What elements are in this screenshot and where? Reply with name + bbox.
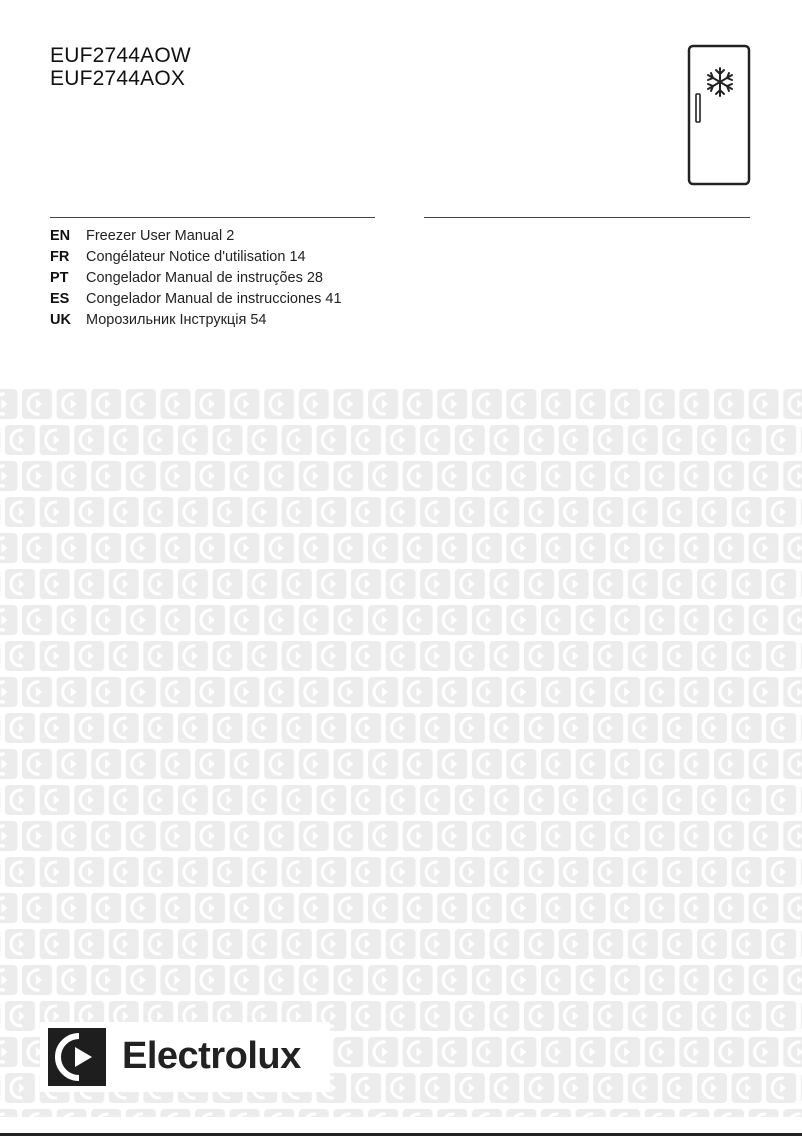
electrolux-logo-icon bbox=[48, 1028, 106, 1086]
pattern-row bbox=[0, 389, 802, 419]
freezer-icon bbox=[686, 44, 752, 186]
brand-name: Electrolux bbox=[122, 1035, 301, 1077]
pattern-row bbox=[0, 461, 802, 491]
model-list bbox=[50, 44, 191, 90]
pattern-row bbox=[0, 821, 802, 851]
pattern-row bbox=[0, 497, 802, 527]
divider-left bbox=[50, 217, 375, 218]
pattern-row bbox=[0, 1109, 802, 1117]
model-number: EUF2744AOW bbox=[50, 44, 191, 67]
pattern-row bbox=[0, 569, 802, 599]
language-title: Congélateur Notice d'utilisation 14 bbox=[86, 249, 306, 265]
language-code: ES bbox=[50, 291, 70, 307]
pattern-row bbox=[0, 425, 802, 455]
language-entry-fr bbox=[50, 247, 342, 268]
logo-pattern-background bbox=[0, 389, 802, 1117]
pattern-row bbox=[0, 605, 802, 635]
divider-right bbox=[424, 217, 750, 218]
language-title: Морозильник Інструкція 54 bbox=[86, 312, 267, 328]
language-index bbox=[50, 226, 342, 331]
language-title: Congelador Manual de instrucciones 41 bbox=[86, 291, 342, 307]
snowflake-icon bbox=[708, 68, 732, 96]
pattern-row bbox=[0, 929, 802, 959]
language-code: PT bbox=[50, 270, 69, 286]
pattern-row bbox=[0, 713, 802, 743]
language-entry-uk bbox=[50, 310, 342, 331]
pattern-row bbox=[0, 677, 802, 707]
model-number: EUF2744AOX bbox=[50, 67, 186, 90]
language-entry-en bbox=[50, 226, 342, 247]
language-entry-es bbox=[50, 289, 342, 310]
language-title: Freezer User Manual 2 bbox=[86, 228, 235, 244]
pattern-row bbox=[0, 533, 802, 563]
language-entry-pt bbox=[50, 268, 342, 289]
language-code: FR bbox=[50, 249, 70, 265]
pattern-row bbox=[0, 893, 802, 923]
pattern-row bbox=[0, 785, 802, 815]
pattern-row bbox=[0, 965, 802, 995]
language-title: Congelador Manual de instruções 28 bbox=[86, 270, 323, 286]
language-code: UK bbox=[50, 312, 71, 328]
brand-logo-block bbox=[40, 1022, 330, 1092]
pattern-row bbox=[0, 749, 802, 779]
pattern-row bbox=[0, 857, 802, 887]
pattern-row bbox=[0, 641, 802, 671]
language-code: EN bbox=[50, 228, 71, 244]
